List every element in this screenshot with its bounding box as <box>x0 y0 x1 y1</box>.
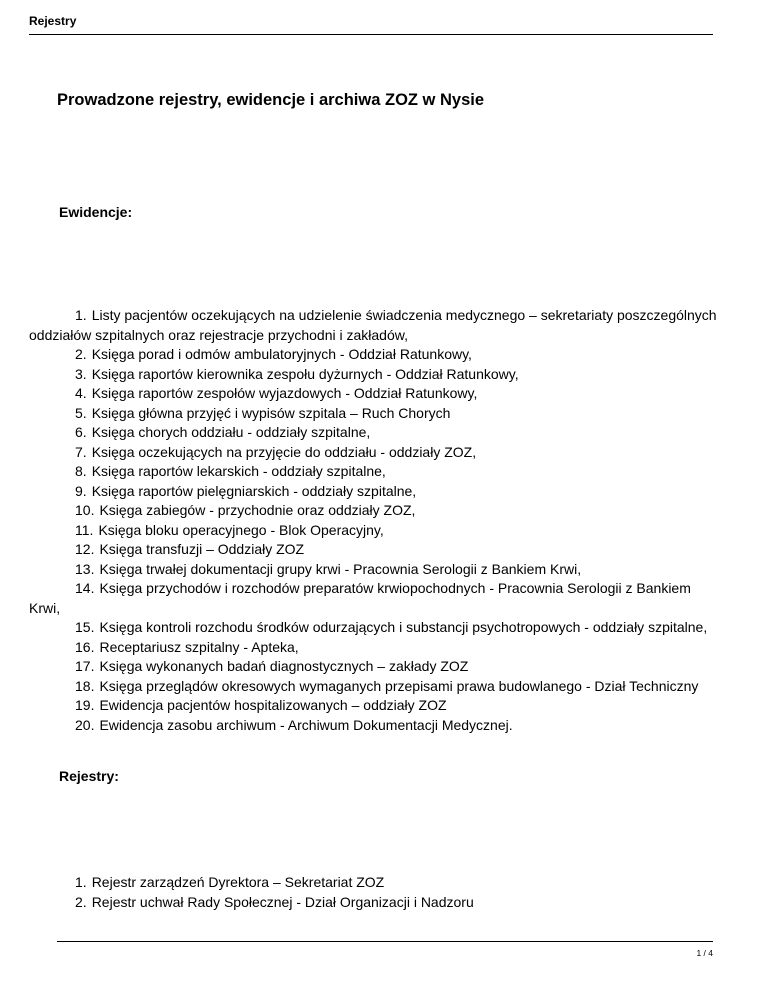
list-item-text: Księga raportów pielęgniarskich - oddziały szpitalne, <box>91 482 417 499</box>
list-item <box>29 404 719 424</box>
footer-divider <box>57 941 713 942</box>
list-item-number: 6. <box>75 424 87 440</box>
section-heading-ewidencje: Ewidencje: <box>59 204 133 220</box>
running-header-title: Rejestry <box>29 14 77 28</box>
list-item-text: Rejestr uchwał Rady Społecznej - Dział Organizacji i Nadzoru <box>91 893 474 910</box>
list-item <box>29 306 719 345</box>
list-item-text: Księga raportów kierownika zespołu dyżurnych - Oddział Ratunkowy, <box>91 365 519 382</box>
list-item <box>29 638 719 658</box>
list-item-number: 19. <box>75 697 95 713</box>
list-item <box>29 384 719 404</box>
list-item <box>29 462 719 482</box>
list-item-text: Księga raportów lekarskich - oddziały szpitalne, <box>91 463 386 479</box>
list-item <box>29 365 719 385</box>
list-item-number: 1. <box>75 874 87 890</box>
list-item <box>29 423 719 443</box>
list-item-text: Księga bloku operacyjnego - Blok Operacyjny, <box>98 521 384 538</box>
list-item-number: 1. <box>75 307 87 323</box>
list-item-number: 20. <box>75 716 95 733</box>
page-title: Prowadzone rejestry, ewidencje i archiwa ZOZ w Nysie <box>57 91 485 109</box>
list-item-number: 17. <box>75 658 95 674</box>
list-item-number: 2. <box>75 893 87 910</box>
list-item <box>29 716 719 736</box>
list-item <box>29 540 719 560</box>
list-item <box>29 443 719 463</box>
list-item <box>29 618 719 638</box>
list-item-text: Księga wykonanych badań diagnostycznych – zakłady ZOZ <box>99 658 469 674</box>
list-item-text: Księga zabiegów - przychodnie oraz oddziały ZOZ, <box>99 502 416 518</box>
list-item-number: 4. <box>75 385 87 401</box>
list-item <box>29 560 719 580</box>
list-item-text: Księga przychodów i rozchodów preparatów krwiopochodnych - Pracownia Serologii z Bankiem Krwi, <box>29 580 691 616</box>
list-item-number: 18. <box>75 677 95 694</box>
rejestry-list <box>29 873 719 912</box>
ewidencje-list <box>29 306 719 735</box>
list-item-number: 10. <box>75 502 95 518</box>
list-item-number: 16. <box>75 638 95 655</box>
list-item-number: 2. <box>75 346 87 362</box>
list-item-text: Księga raportów zespołów wyjazdowych - Oddział Ratunkowy, <box>91 385 478 401</box>
list-item-number: 9. <box>75 482 87 499</box>
list-item-text: Księga transfuzji – Oddziały ZOZ <box>99 541 305 557</box>
list-item <box>29 501 719 521</box>
list-item-number: 8. <box>75 463 87 479</box>
list-item <box>29 677 719 697</box>
list-item <box>29 893 719 913</box>
list-item-number: 15. <box>75 619 95 635</box>
list-item-number: 7. <box>75 443 87 460</box>
list-item-text: Listy pacjentów oczekujących na udzielenie świadczenia medycznego – sekretariaty poszczególnych oddziałów szpitalnych oraz rejestracje przychodni i zakładów, <box>29 307 717 343</box>
page-number: 1 / 4 <box>696 948 713 958</box>
list-item-text: Ewidencja pacjentów hospitalizowanych – oddziały ZOZ <box>99 697 447 713</box>
list-item-number: 14. <box>75 580 95 596</box>
list-item-text: Księga kontroli rozchodu środków odurzających i substancji psychotropowych - oddziały szpitalne, <box>99 619 708 635</box>
list-item-text: Ewidencja zasobu archiwum - Archiwum Dokumentacji Medycznej. <box>99 716 513 733</box>
list-item <box>29 873 719 893</box>
list-item-number: 12. <box>75 541 95 557</box>
list-item <box>29 345 719 365</box>
list-item <box>29 521 719 541</box>
list-item <box>29 482 719 502</box>
list-item-text: Receptariusz szpitalny - Apteka, <box>99 638 299 655</box>
list-item-number: 3. <box>75 365 87 382</box>
list-item-text: Księga porad i odmów ambulatoryjnych - Oddział Ratunkowy, <box>91 346 472 362</box>
section-heading-rejestry: Rejestry: <box>59 768 119 784</box>
list-item-text: Księga oczekujących na przyjęcie do oddziału - oddziały ZOZ, <box>91 443 477 460</box>
header-divider <box>29 34 713 35</box>
list-item-text: Księga trwałej dokumentacji grupy krwi - Pracownia Serologii z Bankiem Krwi, <box>99 560 582 577</box>
list-item-text: Księga przeglądów okresowych wymaganych przepisami prawa budowlanego - Dział Techniczny <box>99 677 699 694</box>
list-item-text: Księga główna przyjęć i wypisów szpitala – Ruch Chorych <box>91 404 451 421</box>
list-item-text: Rejestr zarządzeń Dyrektora – Sekretariat ZOZ <box>91 874 385 890</box>
list-item <box>29 696 719 716</box>
list-item-number: 11. <box>75 521 94 538</box>
list-item-number: 5. <box>75 404 87 421</box>
list-item-text: Księga chorych oddziału - oddziały szpitalne, <box>91 424 371 440</box>
list-item <box>29 657 719 677</box>
list-item-number: 13. <box>75 560 95 577</box>
list-item <box>29 579 719 618</box>
